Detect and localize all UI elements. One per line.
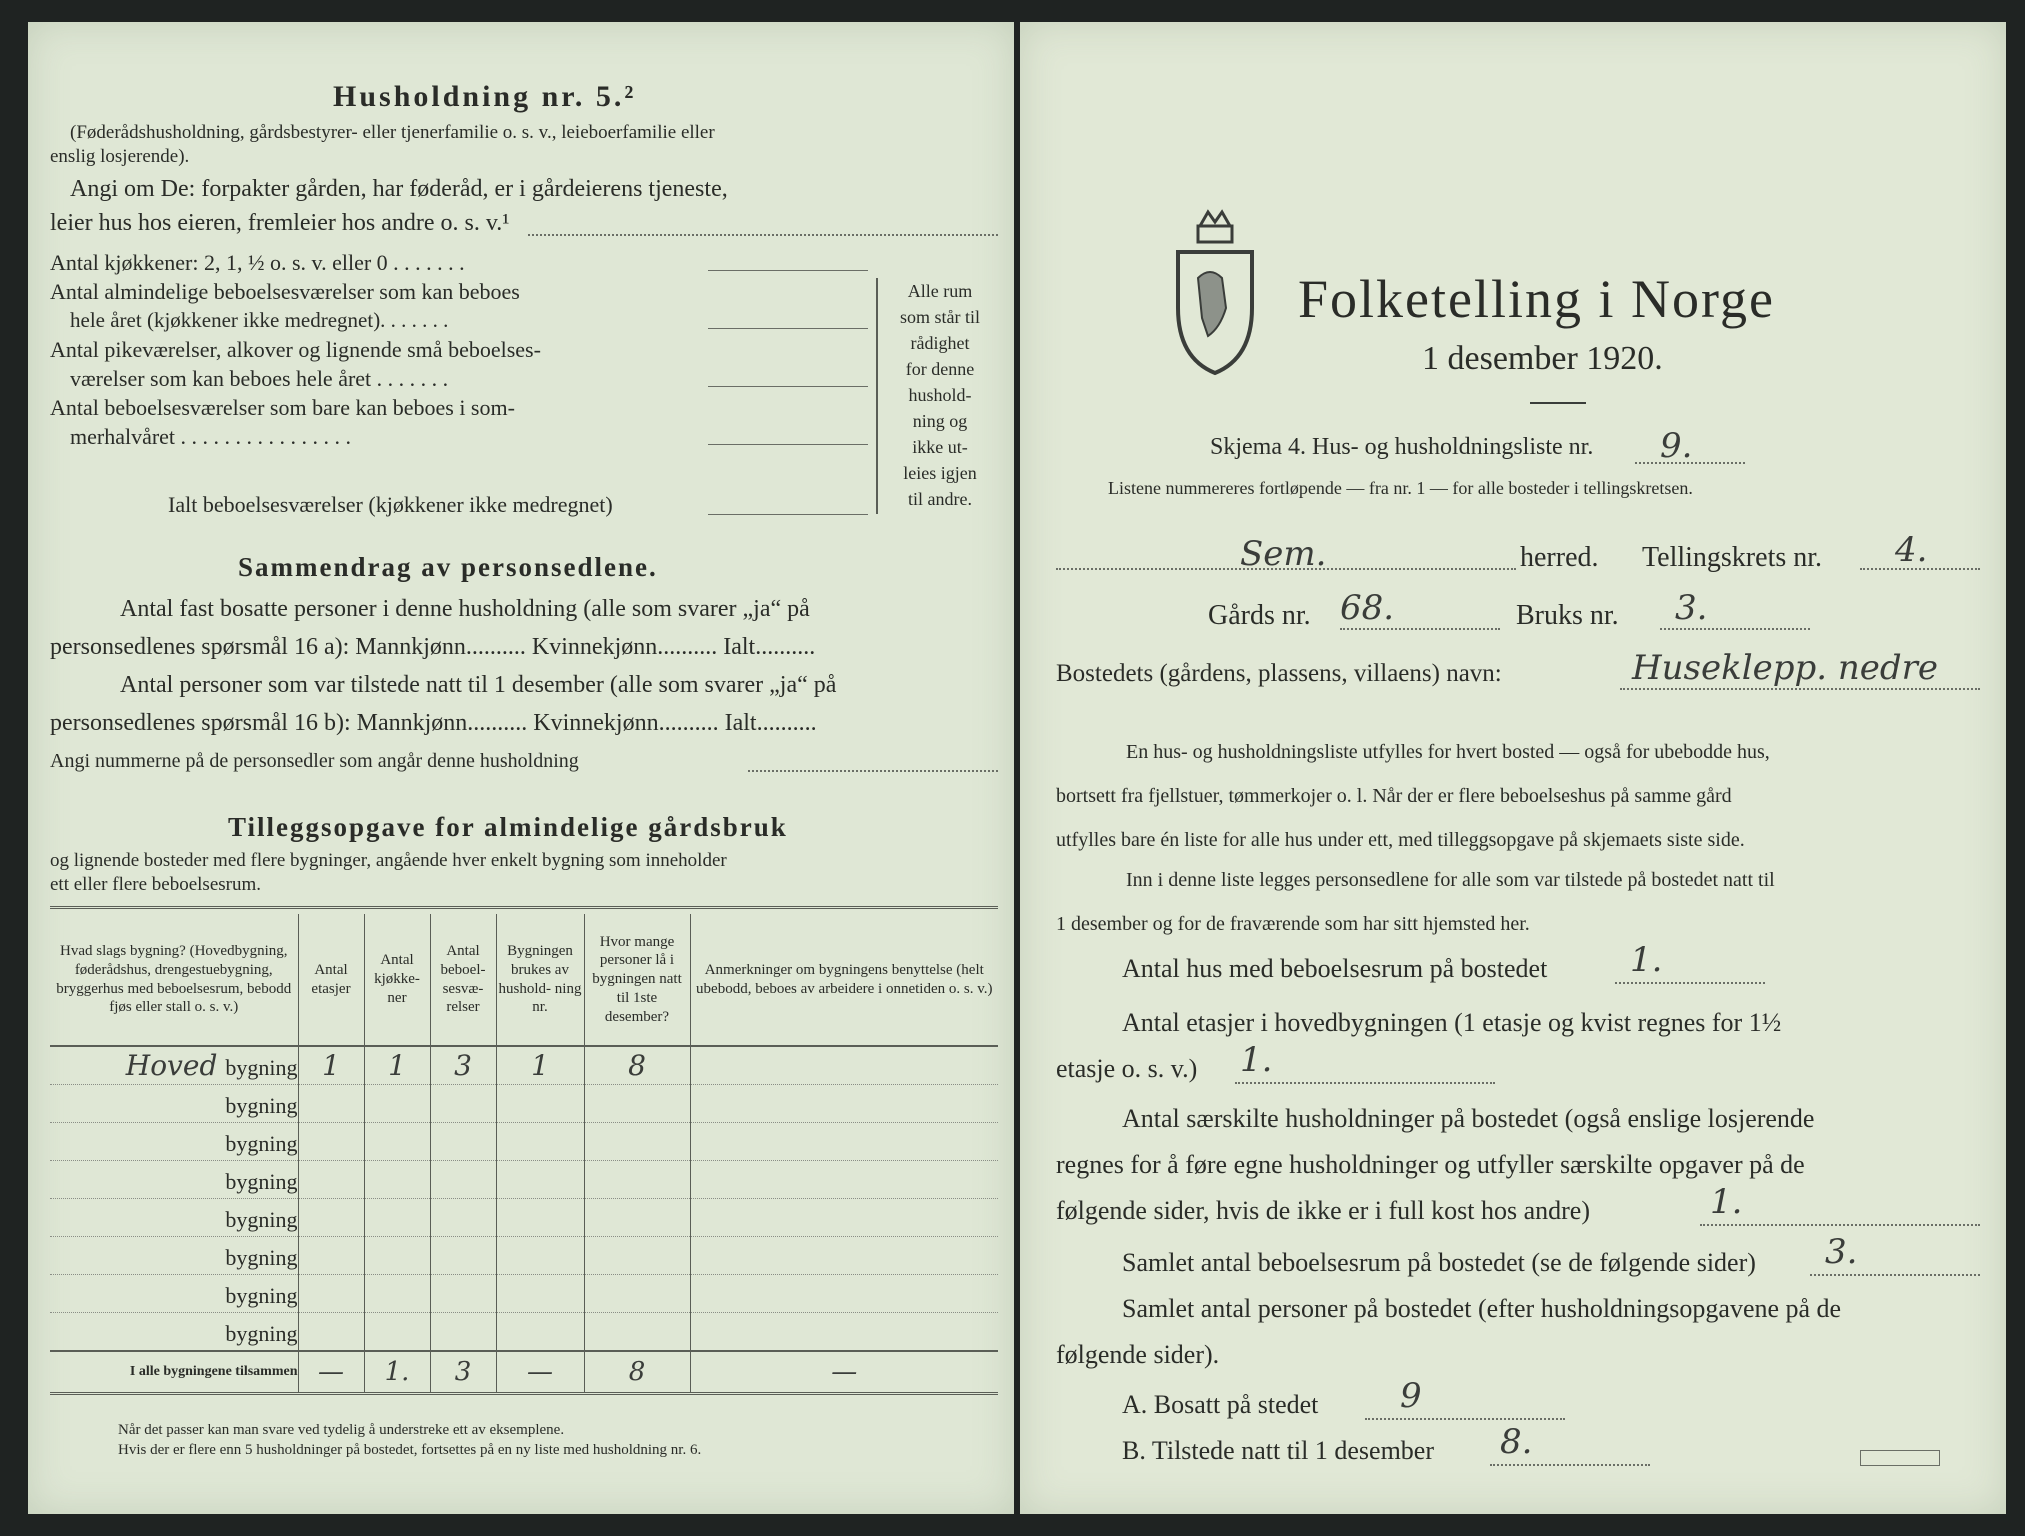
side-note-line: for denne [905,359,975,379]
cell-rom [430,1085,496,1123]
col-header-text: Antal beboel- sesvæ- relser [440,943,486,1016]
cell-hush [496,1199,584,1237]
bruks-label: Bruks nr. [1516,600,1619,631]
cell-rom [430,1237,496,1275]
angi-answer-line [528,234,998,236]
cell-kjokken: 1 [364,1046,430,1085]
cell-etasjer [298,1123,364,1161]
summary-line: Antal personer som var tilstede natt til 1 desember (alle som svarer „ja“ på [120,672,837,698]
right-page [1020,22,2006,1514]
cell-hush [496,1085,584,1123]
pers-label-2: følgende sider). [1056,1340,1220,1369]
cell-etasjer: 1 [298,1046,364,1085]
building-type-cell [50,1085,298,1123]
a-line [1365,1418,1565,1420]
cell-kjokken [364,1161,430,1199]
cell-etasjer [298,1199,364,1237]
total-anm: — [690,1351,998,1393]
side-note-line: som står til [900,307,980,327]
census-date: 1 desember 1920. [1422,340,1663,377]
bosted-label: Bostedets (gårdens, plassens, villaens) navn: [1056,660,1502,687]
herred-value: Sem. [1240,534,1327,574]
side-note-line: rådighet [910,333,970,353]
total-hush: — [496,1351,584,1393]
table-row [50,1237,998,1275]
building-type-cell [50,1046,298,1085]
cell-anm [690,1046,998,1085]
rooms-line: værelser som kan beboes hele året . . . . . . . [70,366,449,391]
cell-rom [430,1123,496,1161]
etasjer-label-2: etasje o. s. v.) [1056,1054,1198,1083]
hush-line [1700,1224,1980,1226]
herred-label: herred. [1520,542,1599,573]
cell-pers [584,1123,690,1161]
listing-note: Listene nummereres fortløpende — fra nr. 1 — for alle bosteder i tellingskretsen. [1108,478,1693,498]
summary-title: Sammendrag av personsedlene. [238,552,658,582]
small-rooms-answer-line [708,386,868,387]
cell-kjokken [364,1085,430,1123]
cell-anm [690,1123,998,1161]
rooms-line: merhalvåret . . . . . . . . . . . . . . . . [70,424,352,449]
gards-line [1340,628,1500,630]
hush-value: 1. [1710,1182,1743,1222]
col-header-kjokken [364,914,430,1046]
angi-line-2: leier hus hos eieren, fremleier hos andre o. s. v.¹ [50,210,510,236]
side-note-line: til andre. [908,489,972,509]
building-type-value: Hoved [125,1049,218,1082]
cell-rom [430,1275,496,1313]
rom-value: 3. [1825,1232,1858,1272]
intro-line-1: (Føderådshusholdning, gårdsbestyrer- eller tjenerfamilie o. s. v., leieboerfamilie eller [70,122,715,143]
instructions-1 [1056,730,1996,862]
cell-kjokken [364,1123,430,1161]
b-value: 8. [1500,1422,1533,1462]
rooms-line: Antal almindelige beboelsesværelser som kan beboes [50,279,520,304]
building-type-cell [50,1237,298,1275]
col-header-text: Antal etasjer [311,961,351,997]
side-note-line: Alle rum [907,281,973,301]
cell-anm [690,1313,998,1352]
ialt-label: Ialt beboelsesværelser (kjøkkener ikke medregnet) [168,492,613,517]
col-header-text: Hvad slags bygning? (Hovedbygning, føderådshus, drengestuebygning, bryggerhus med beboelsesrum, bebodd fjøs eller stall o. s. v.) [56,943,292,1016]
footnote-1: Når det passer kan man svare ved tydelig å understreke ett av eksemplene. [118,1422,565,1438]
angi-line-1: Angi om De: forpakter gården, har føderåd, er i gårdeierens tjeneste, [70,176,728,202]
cell-rom [430,1199,496,1237]
building-type-cell [50,1275,298,1313]
cell-kjokken [364,1313,430,1352]
cell-hush [496,1275,584,1313]
table-row [50,1085,998,1123]
rom-label: Samlet antal beboelsesrum på bostedet (se de følgende sider) [1122,1248,1756,1277]
cell-pers [584,1161,690,1199]
cell-anm [690,1161,998,1199]
building-suffix: bygning [225,1283,298,1308]
building-type-cell [50,1199,298,1237]
col-header-pers [584,914,690,1046]
etasjer-value: 1. [1240,1040,1273,1080]
table-row [50,1275,998,1313]
footnote-2: Hvis der er flere enn 5 husholdninger på bostedet, fortsettes på en ny liste med husholdning nr. 6. [118,1442,702,1458]
table-row [50,1046,998,1085]
gards-value: 68. [1340,588,1395,628]
total-rom: 3 [430,1351,496,1393]
col-header-type [50,914,298,1046]
krets-value: 4. [1895,530,1928,570]
table-row [50,1161,998,1199]
summary-block [50,590,1000,780]
cell-kjokken [364,1199,430,1237]
side-note-line: hushold- [908,385,972,405]
summary-line: Angi nummerne på de personsedler som angår denne husholdning [50,750,579,772]
extra-title: Tilleggsopgave for almindelige gårdsbruk [228,812,788,842]
rooms-line: Antal beboelsesværelser som bare kan beboes i som- [50,395,515,420]
cell-anm [690,1085,998,1123]
extra-intro-1: og lignende bosteder med flere bygninger, angående hver enkelt bygning som inneholder [50,850,727,871]
building-suffix: bygning [225,1131,298,1156]
norway-coat-of-arms-icon [1170,208,1260,378]
etasjer-line [1235,1082,1495,1084]
kitchens-answer-line [708,270,868,271]
cell-kjokken [364,1237,430,1275]
cell-pers [584,1085,690,1123]
col-header-etasjer [298,914,364,1046]
ialt-answer-line [708,514,868,515]
krets-label: Tellingskrets nr. [1642,542,1823,573]
total-kjokken: 1. [364,1351,430,1393]
cell-rom: 3 [430,1046,496,1085]
col-header-text: Hvor mange personer lå i bygningen natt til 1ste desember? [592,933,682,1025]
rooms-answer-line [708,328,868,329]
hus-label: Antal hus med beboelsesrum på bostedet [1122,954,1548,983]
side-note-line: leies igjen [903,463,977,483]
extra-intro-2: ett eller flere beboelsesrum. [50,874,262,895]
building-suffix: bygning [225,1321,298,1346]
cell-etasjer [298,1237,364,1275]
total-pers: 8 [584,1351,690,1393]
cell-anm [690,1237,998,1275]
side-note-line: ikke ut- [912,437,968,457]
cell-hush: 1 [496,1046,584,1085]
hus-line [1615,982,1765,984]
bosted-value: Huseklepp. nedre [1632,648,1939,688]
table-top-rule [50,906,998,909]
col-header-text: Bygningen brukes av hushold- ning nr. [498,943,582,1016]
cell-anm [690,1275,998,1313]
intro-line-2: enslig losjerende). [50,146,190,167]
bruks-value: 3. [1675,588,1708,628]
a-value: 9 [1400,1376,1422,1416]
cell-etasjer [298,1085,364,1123]
building-suffix: bygning [225,1245,298,1270]
cell-pers [584,1237,690,1275]
household-title: Husholdning nr. 5.² [333,80,637,113]
cell-pers [584,1199,690,1237]
cell-hush [496,1237,584,1275]
summary-line: personsedlenes spørsmål 16 b): Mannkjønn.......... Kvinnekjønn.......... Ialt.......... [50,710,817,736]
cell-anm [690,1199,998,1237]
total-etasjer: — [298,1351,364,1393]
cell-hush [496,1313,584,1352]
buildings-table [50,914,998,1395]
side-note-line: ning og [912,411,968,431]
instructions-2 [1056,858,1996,946]
rooms-block [50,248,690,451]
cell-etasjer [298,1275,364,1313]
nummerne-answer-line [748,770,998,772]
instruction-line: 1 desember og for de fraværende som har sitt hjemsted her. [1056,913,1530,935]
building-suffix: bygning [225,1093,298,1118]
summary-line: personsedlenes spørsmål 16 a): Mannkjønn.......... Kvinnekjønn.......... Ialt.......... [50,634,816,660]
building-type-cell [50,1161,298,1199]
etasjer-label-1: Antal etasjer i hovedbygningen (1 etasje og kvist regnes for 1½ [1122,1008,1782,1037]
table-row [50,1199,998,1237]
col-header-text: Anmerkninger om bygningens benyttelse (helt ubebodd, beboes av arbeidere i onnetiden o. s. v.) [696,961,993,997]
title-rule [1530,402,1586,404]
building-type-cell [50,1123,298,1161]
instruction-line: utfylles bare én liste for alle hus under ett, med tilleggsopgave på skjemaets siste side. [1056,829,1745,851]
table-row [50,1313,998,1352]
col-header-hush [496,914,584,1046]
census-title: Folketelling i Norge [1298,269,1775,329]
krets-line [1860,568,1980,570]
bruks-line [1660,628,1810,630]
cell-hush [496,1123,584,1161]
cell-pers [584,1313,690,1352]
cell-rom [430,1161,496,1199]
rooms-line: Antal pikeværelser, alkover og lignende små beboelses- [50,337,541,362]
col-header-text: Antal kjøkke- ner [374,952,420,1006]
left-page [28,22,1014,1514]
b-line [1490,1464,1650,1466]
col-header-anm [690,914,998,1046]
hush-label-3: følgende sider, hvis de ikke er i full kost hos andre) [1056,1196,1590,1225]
gards-label: Gårds nr. [1208,600,1311,631]
rom-line [1810,1274,1980,1276]
pers-label-1: Samlet antal personer på bostedet (efter husholdningsopgavene på de [1122,1294,1842,1323]
printer-stamp [1860,1450,1940,1466]
hush-label-2: regnes for å føre egne husholdninger og utfyller særskilte opgaver på de [1056,1150,1805,1179]
cell-hush [496,1161,584,1199]
cell-pers: 8 [584,1046,690,1085]
a-label: A. Bosatt på stedet [1122,1390,1319,1419]
rooms-line: hele året (kjøkkener ikke medregnet). . . . . . . [70,308,449,332]
total-label: I alle bygningene tilsammen [129,1363,298,1379]
hus-value: 1. [1630,940,1663,980]
herred-line [1056,568,1516,570]
cell-etasjer [298,1313,364,1352]
building-suffix: bygning [225,1207,298,1232]
schema-nr: 9. [1660,426,1693,466]
building-suffix: bygning [225,1169,298,1194]
cell-kjokken [364,1275,430,1313]
summary-line: Antal fast bosatte personer i denne husholdning (alle som svarer „ja“ på [120,596,810,622]
building-type-cell [50,1313,298,1352]
instruction-line: bortsett fra fjellstuer, tømmerkojer o. l. Når der er flere beboelseshus på samme gård [1056,785,1732,807]
table-total-row [50,1351,998,1393]
bosted-line [1620,688,1980,690]
cell-pers [584,1275,690,1313]
rooms-line: Antal kjøkkener: 2, 1, ½ o. s. v. eller 0 . . . . . . . [50,250,465,275]
table-row [50,1123,998,1161]
col-header-rom [430,914,496,1046]
schema-label: Skjema 4. Hus- og husholdningsliste nr. [1210,434,1594,460]
b-label: B. Tilstede natt til 1 desember [1122,1436,1434,1465]
summer-rooms-answer-line [708,444,868,445]
instruction-line: En hus- og husholdningsliste utfylles for hvert bosted — også for ubebodde hus, [1126,741,1770,763]
hush-label-1: Antal særskilte husholdninger på bostedet (også enslige losjerende [1122,1104,1815,1133]
schema-nr-line [1635,462,1745,464]
cell-rom [430,1313,496,1352]
building-suffix: bygning [225,1055,298,1080]
instruction-line: Inn i denne liste legges personsedlene for alle som var tilstede på bostedet natt til [1126,869,1775,891]
side-note [880,278,1000,512]
cell-etasjer [298,1161,364,1199]
